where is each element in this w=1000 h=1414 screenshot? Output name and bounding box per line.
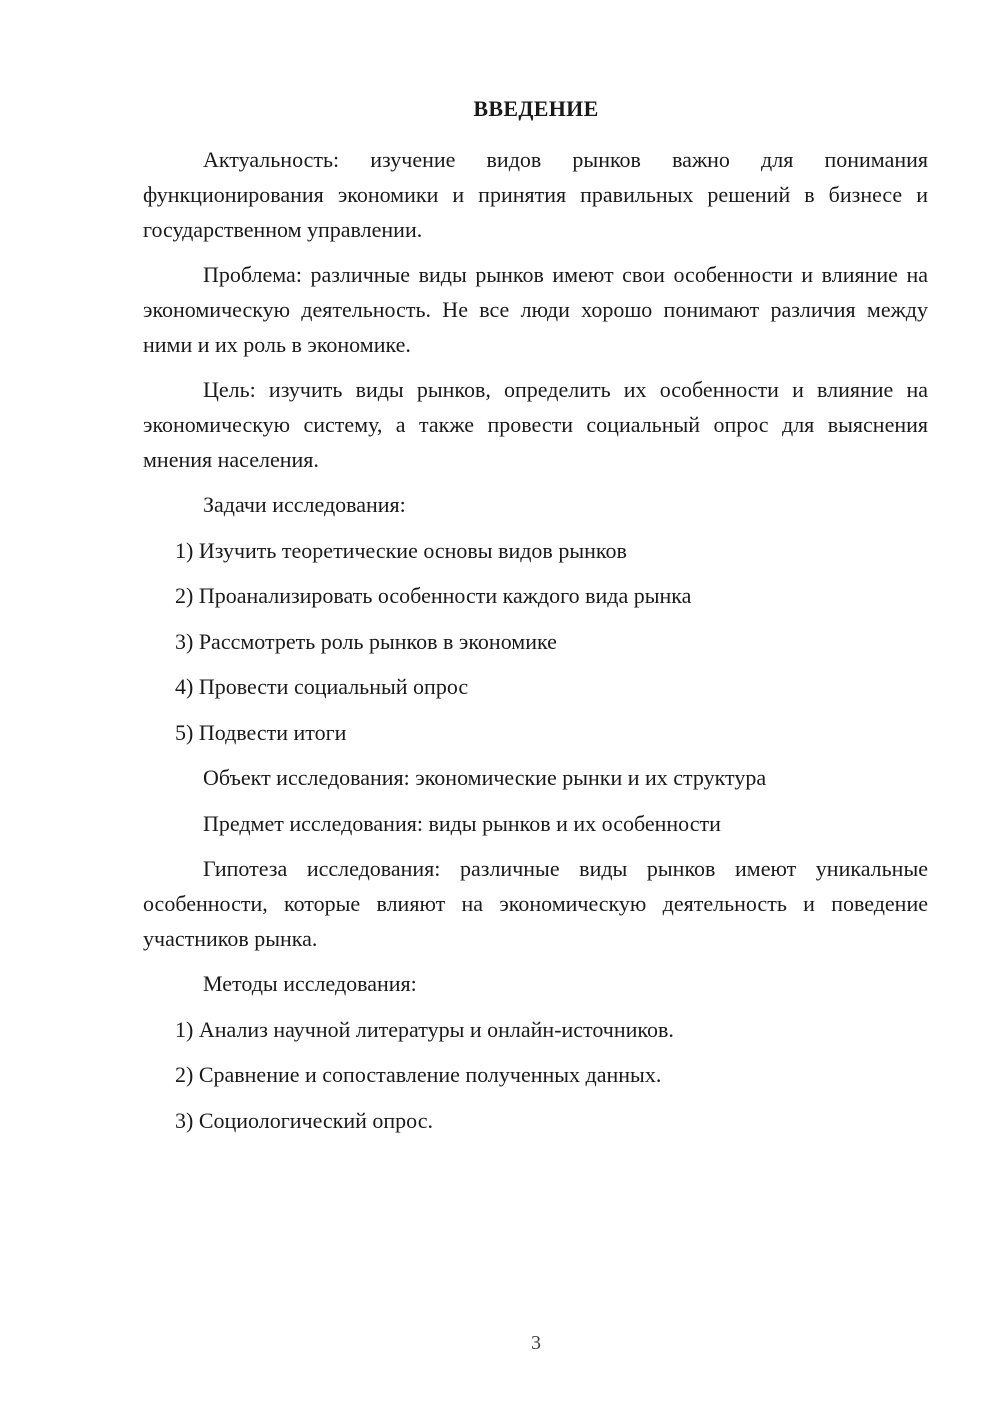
task-item: 4) Провести социальный опрос [175, 674, 469, 699]
method-item: 1) Анализ научной литературы и онлайн-источников. [175, 1016, 674, 1042]
task-item: 5) Подвести итоги [175, 719, 347, 745]
goal-paragraph: Цель: изучить виды рынков, определить их особенности и влияние на экономическую систему, а также провести социальный опрос для выяснения мнения населения. [143, 377, 928, 472]
tasks-heading: Задачи исследования: [203, 492, 406, 517]
methods-heading: Методы исследования: [203, 971, 417, 996]
method-item: 2) Сравнение и сопоставление полученных данных. [175, 1062, 662, 1087]
object-line: Объект исследования: экономические рынки и их структура [203, 765, 767, 790]
task-item: 1) Изучить теоретические основы видов рынков [175, 537, 627, 563]
task-item: 3) Рассмотреть роль рынков в экономике [175, 628, 557, 654]
relevance-paragraph: Актуальность: изучение видов рынков важно для понимания функционирования экономики и принятия правильных решений в бизнесе и государственном управлении. [143, 147, 928, 242]
method-item: 3) Социологический опрос. [175, 1107, 433, 1133]
task-item: 2) Проанализировать особенности каждого вида рынка [175, 583, 692, 608]
page-number: 3 [531, 1332, 541, 1354]
hypothesis-paragraph: Гипотеза исследования: различные виды рынков имеют уникальные особенности, которые влияют на экономическую деятельность и поведение участников рынка. [143, 856, 928, 951]
page-title: ВВЕДЕНИЕ [473, 96, 599, 121]
page-body [143, 142, 928, 1148]
problem-paragraph: Проблема: различные виды рынков имеют свои особенности и влияние на экономическую деятельность. Не все люди хорошо понимают различия между ними и их роль в экономике. [143, 262, 928, 357]
subject-line: Предмет исследования: виды рынков и их особенности [203, 810, 721, 836]
